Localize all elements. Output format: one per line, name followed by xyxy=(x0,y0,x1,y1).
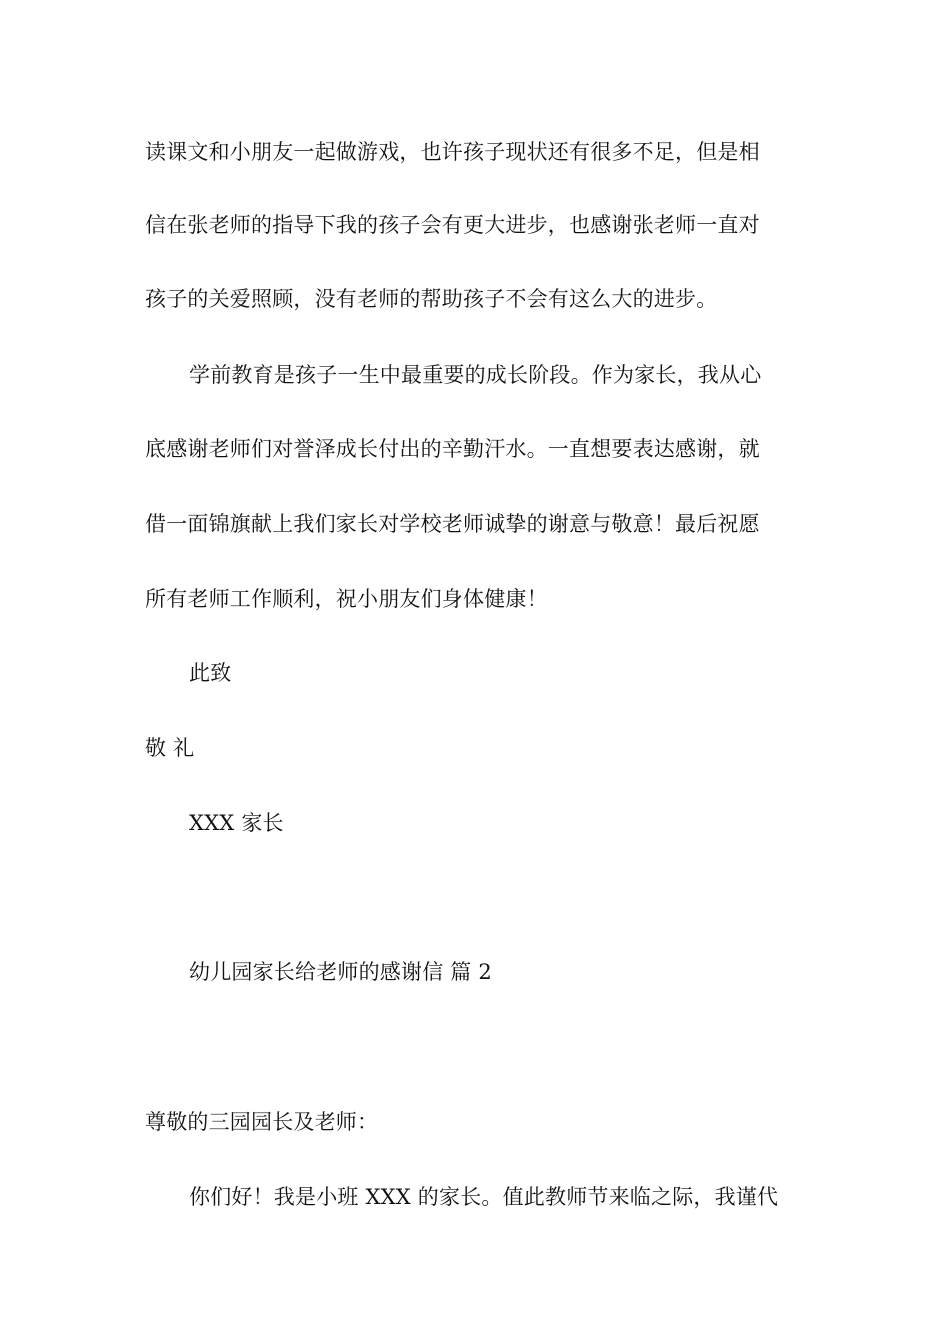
closing-salutation: 此致 xyxy=(189,661,232,685)
paragraph-2-line-1: 学前教育是孩子一生中最重要的成长阶段。作为家长，我从心 xyxy=(189,363,762,387)
paragraph-1-line-2: 信在张老师的指导下我的孩子会有更大进步，也感谢张老师一直对 xyxy=(145,213,760,237)
paragraph-2-line-4: 所有老师工作顺利，祝小朋友们身体健康！ xyxy=(145,587,548,611)
letter-2-first-line: 你们好！我是小班 XXX 的家长。值此教师节来临之际，我谨代 xyxy=(189,1185,779,1209)
section-heading: 幼儿园家长给老师的感谢信 篇 2 xyxy=(189,960,492,984)
letter-2-greeting: 尊敬的三园园长及老师： xyxy=(145,1110,379,1134)
paragraph-2-line-2: 底感谢老师们对誉泽成长付出的辛勤汗水。一直想要表达感谢，就 xyxy=(145,437,760,461)
closing-regards: 敬 礼 xyxy=(145,736,195,760)
signature: XXX 家长 xyxy=(189,811,284,835)
paragraph-2-line-3: 借一面锦旗献上我们家长对学校老师诚挚的谢意与敬意！最后祝愿 xyxy=(145,512,760,536)
paragraph-1-line-3: 孩子的关爱照顾，没有老师的帮助孩子不会有这么大的进步。 xyxy=(145,287,718,311)
paragraph-1-line-1: 读课文和小朋友一起做游戏，也许孩子现状还有很多不足，但是相 xyxy=(145,140,760,164)
